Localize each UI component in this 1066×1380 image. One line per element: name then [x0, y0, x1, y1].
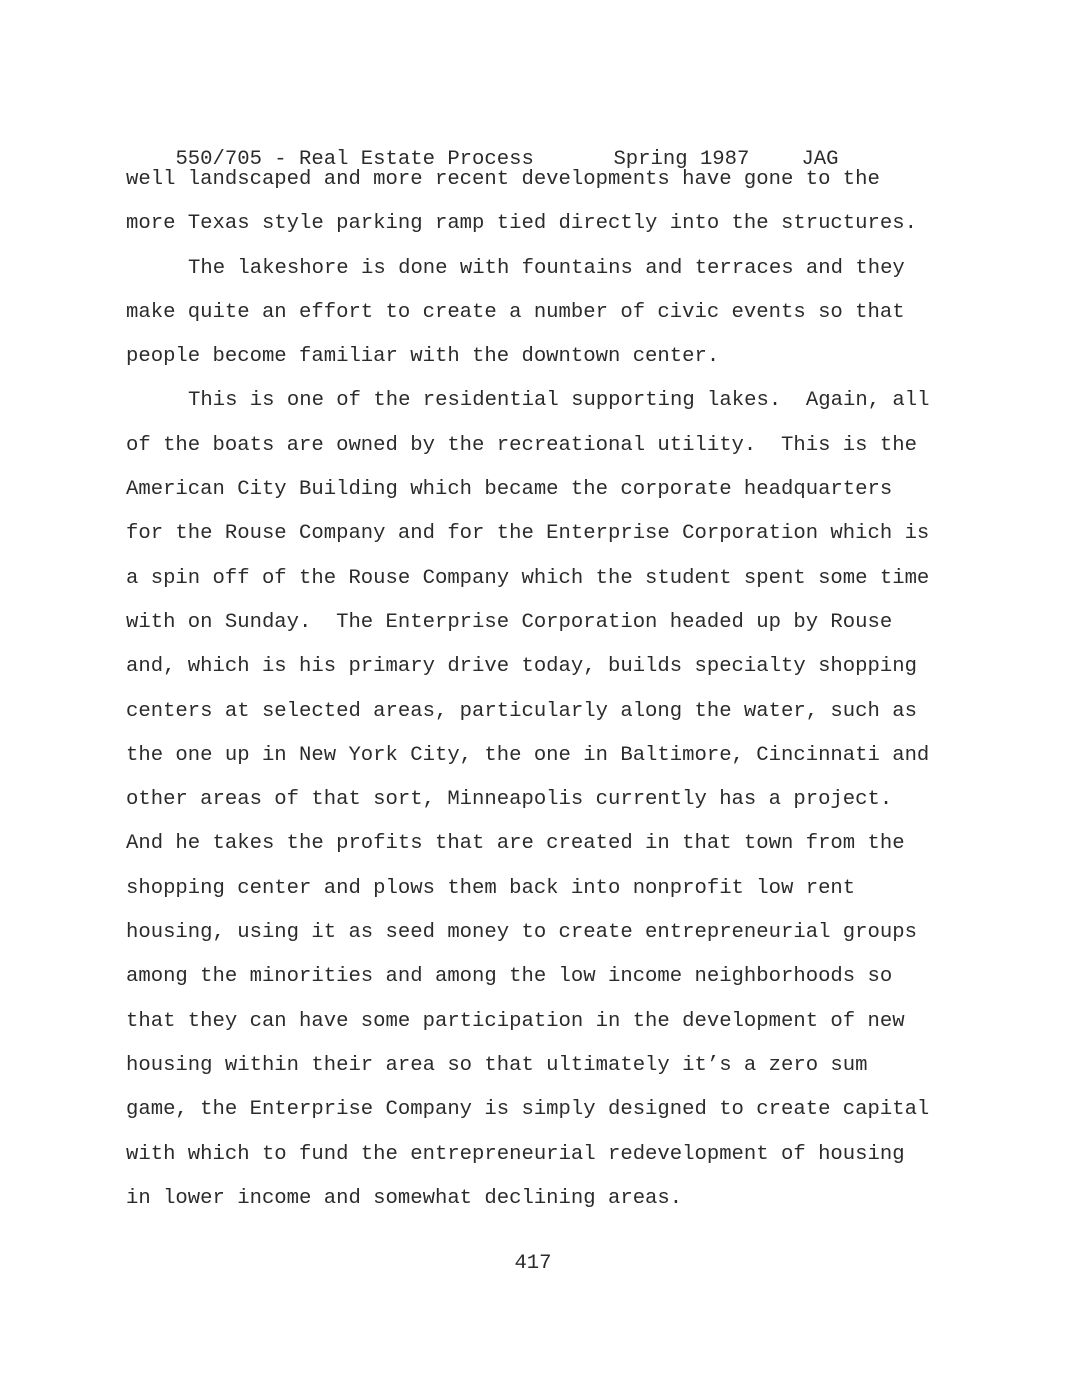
text-line: shopping center and plows them back into nonprofit low rent — [126, 876, 856, 900]
author-initials: JAG — [801, 148, 839, 171]
text-line: a spin off of the Rouse Company which the student spent some time — [126, 566, 930, 590]
text-line: with on Sunday. The Enterprise Corporation headed up by Rouse — [126, 610, 893, 634]
text-line: other areas of that sort, Minneapolis currently has a project. — [126, 788, 893, 812]
text-line: with which to fund the entrepreneurial redevelopment of housing — [126, 1142, 905, 1166]
text-line: well landscaped and more recent developments have gone to the — [126, 168, 880, 191]
text-line: American City Building which became the corporate headquarters — [126, 478, 893, 502]
text-line: game, the Enterprise Company is simply designed to create capital — [126, 1098, 930, 1122]
text-line: that they can have some participation in the development of new — [126, 1009, 905, 1033]
text-line: the one up in New York City, the one in Baltimore, Cincinnati and — [126, 743, 930, 767]
paragraph-first-line: This is one of the residential supporting lakes. Again, all — [188, 389, 930, 413]
text-line: housing, using it as seed money to create entrepreneurial groups — [126, 921, 917, 945]
course-title: 550/705 - Real Estate Process — [175, 148, 534, 171]
text-line: make quite an effort to create a number of civic events so that — [126, 300, 905, 324]
text-line: of the boats are owned by the recreational utility. This is the — [126, 433, 917, 457]
paragraph-first-line: The lakeshore is done with fountains and terraces and they — [188, 256, 905, 280]
text-line: And he takes the profits that are created in that town from the — [126, 832, 905, 856]
text-line: people become familiar with the downtown center. — [126, 345, 720, 369]
text-line: among the minorities and among the low income neighborhoods so — [126, 965, 893, 989]
text-line: more Texas style parking ramp tied directly into the structures. — [126, 212, 917, 236]
page-number: 417 — [514, 1252, 552, 1275]
text-line: in lower income and somewhat declining areas. — [126, 1186, 683, 1210]
text-line: housing within their area so that ultimately it’s a zero sum — [126, 1053, 868, 1077]
text-line: centers at selected areas, particularly along the water, such as — [126, 699, 917, 723]
course-term: Spring 1987 — [613, 148, 750, 171]
text-line: and, which is his primary drive today, builds specialty shopping — [126, 655, 917, 679]
text-line: for the Rouse Company and for the Enterprise Corporation which is — [126, 522, 930, 546]
transcript-body — [126, 158, 956, 1221]
